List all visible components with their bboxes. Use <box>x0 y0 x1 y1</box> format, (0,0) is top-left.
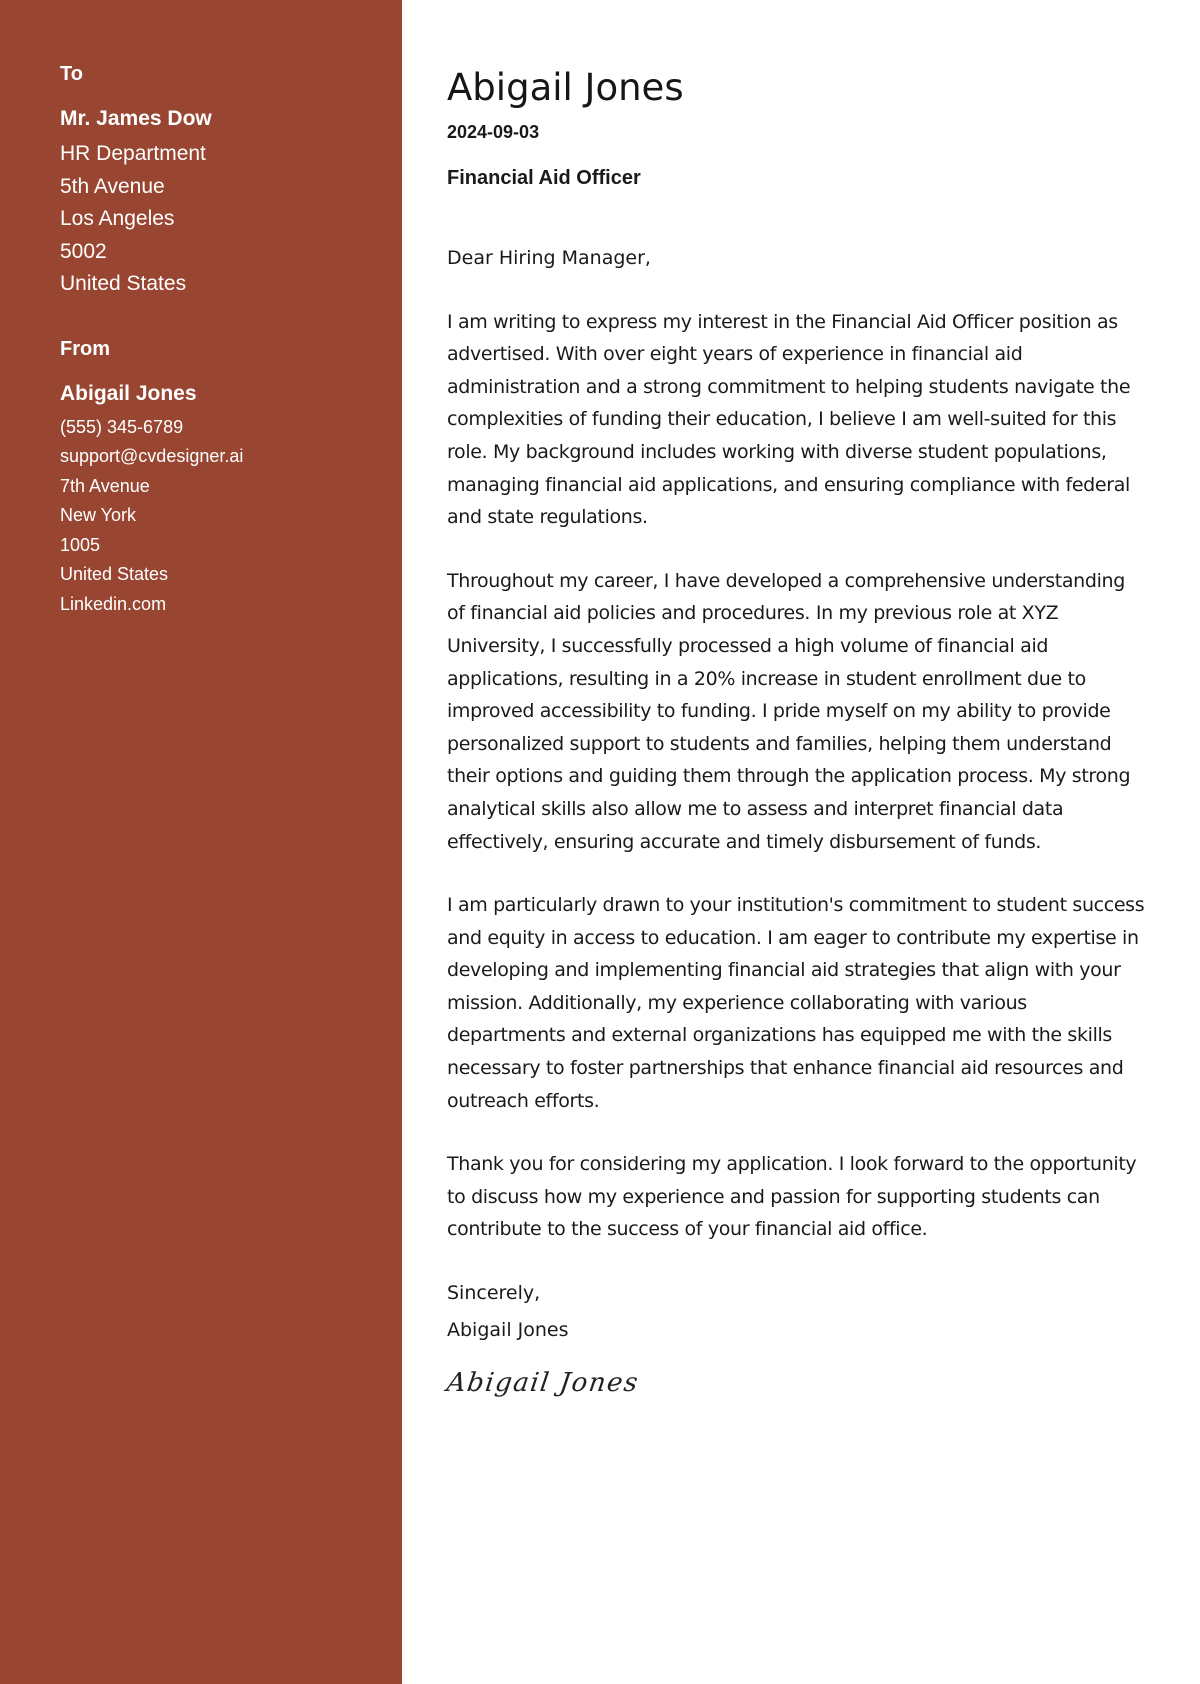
closing: Sincerely, <box>447 1282 541 1305</box>
sender-heading: From <box>60 337 110 360</box>
author-name: Abigail Jones <box>447 66 684 109</box>
closing-name: Abigail Jones <box>447 1318 569 1341</box>
sender-postal-code: 1005 <box>60 534 101 555</box>
job-title: Financial Aid Officer <box>447 167 641 189</box>
sender-email: support@cvdesigner.ai <box>60 446 244 466</box>
sender-street: 7th Avenue <box>60 475 150 496</box>
recipient-heading: To <box>60 63 83 85</box>
letter-body <box>402 0 1200 1684</box>
recipient-postal-code: 5002 <box>60 239 107 263</box>
sender-city: New York <box>60 505 137 525</box>
sender-linkedin: Linkedin.com <box>60 593 167 614</box>
greeting: Dear Hiring Manager, <box>447 247 651 269</box>
letter-paragraph: Thank you for considering my application. I look forward to the opportunity to discuss how my experience and passion for supporting students can contribute to the success of your financial aid office. <box>447 1153 1137 1241</box>
letter-date: 2024-09-03 <box>447 122 540 142</box>
sender-block <box>60 335 402 620</box>
sender-country: United States <box>60 564 169 584</box>
sender-name: Abigail Jones <box>60 381 197 405</box>
letter-paragraph: Throughout my career, I have developed a comprehensive understanding of financial aid policies and procedures. In my previous role at XYZ University, I successfully processed a high volume of financial aid applications, resulting in a 20% increase in student enrollment due to improved accessibility to funding. I pride myself on my ability to provide personalized support to students and families, helping them understand their options and guiding them through the application process. My strong analytical skills also allow me to assess and interpret financial data effectively, ensuring accurate and timely disbursement of funds. <box>447 569 1131 853</box>
recipient-department: HR Department <box>60 142 206 165</box>
recipient-street: 5th Avenue <box>60 174 165 198</box>
recipient-country: United States <box>60 272 187 295</box>
sender-phone: (555) 345-6789 <box>60 416 184 437</box>
handwritten-signature: Abigail Jones <box>444 1368 641 1399</box>
recipient-name: Mr. James Dow <box>60 107 212 130</box>
recipient-block <box>60 60 402 301</box>
letter-paragraph: I am particularly drawn to your institution's commitment to student success and equity in access to education. I am eager to contribute my expertise in developing and implementing financial aid strategies that align with your mission. Additionally, my experience collaborating with various departments and external organizations has equipped me with the skills necessary to foster partnerships that enhance financial aid resources and outreach efforts. <box>447 894 1145 1112</box>
recipient-city: Los Angeles <box>60 207 175 230</box>
sidebar <box>0 0 402 1684</box>
letter-paragraph: I am writing to express my interest in the Financial Aid Officer position as advertised. With over eight years of experience in financial aid administration and a strong commitment to helping students navigate the complexities of funding their education, I believe I am well-suited for this role. My background includes working with diverse student populations, managing financial aid applications, and ensuring compliance with federal and state regulations. <box>447 310 1131 529</box>
